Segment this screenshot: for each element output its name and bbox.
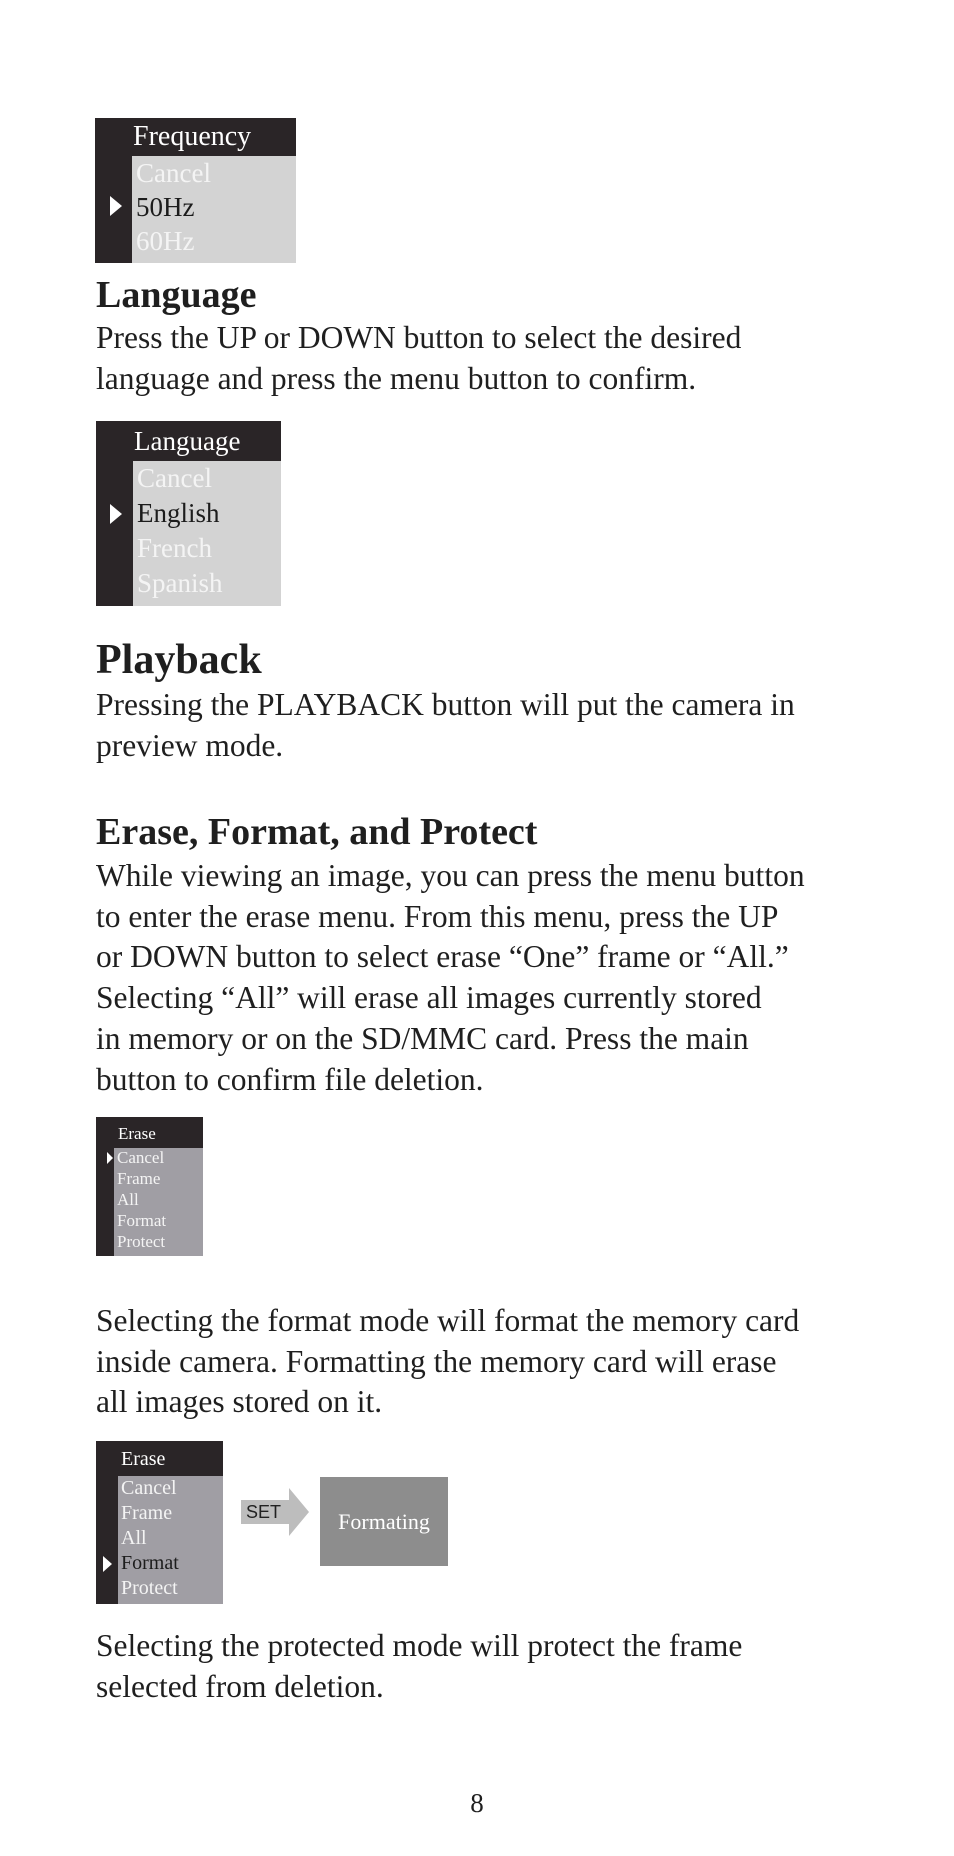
erase2-option-cancel: Cancel: [121, 1477, 177, 1499]
language-option-french: French: [137, 533, 212, 563]
language-option-cancel: Cancel: [137, 463, 212, 493]
erase-line-4: Selecting “All” will erase all images currently stored: [96, 980, 762, 1016]
frequency-option-cancel: Cancel: [136, 158, 211, 188]
language-line-1: Press the UP or DOWN button to select the desired: [96, 320, 742, 355]
format-line-1: Selecting the format mode will format the memory card: [96, 1303, 800, 1338]
erase-line-1: While viewing an image, you can press the menu button: [96, 858, 805, 893]
erase-line-6: button to confirm file deletion.: [96, 1061, 484, 1097]
erase-option-cancel: Cancel: [117, 1148, 165, 1167]
selection-pointer-icon: [110, 504, 122, 524]
erase-paragraph: [96, 856, 876, 1100]
language-option-english: English: [137, 498, 220, 528]
selection-pointer-icon: [103, 1556, 112, 1572]
erase-format-protect-heading: Erase, Format, and Protect: [96, 811, 538, 853]
language-paragraph: [96, 318, 876, 399]
erase-option-all: All: [117, 1190, 139, 1209]
format-paragraph: [96, 1301, 876, 1423]
playback-line-1: Pressing the PLAYBACK button will put the camera in: [96, 687, 795, 722]
playback-paragraph: [96, 685, 876, 766]
frequency-menu-title: Frequency: [133, 121, 252, 152]
selection-pointer-icon: [110, 196, 122, 216]
erase2-option-format: Format: [121, 1552, 179, 1574]
set-label: SET: [246, 1502, 282, 1522]
protect-line-1: Selecting the protected mode will protect the frame: [96, 1628, 743, 1663]
erase-line-2: to enter the erase menu. From this menu, press the UP: [96, 898, 779, 934]
formatting-status-box: [320, 1477, 448, 1566]
formatting-label: Formating: [338, 1509, 430, 1534]
set-arrow-icon: [241, 1488, 309, 1536]
erase-format-menu-image: [96, 1441, 223, 1604]
erase-option-frame: Frame: [117, 1169, 161, 1188]
language-menu-image: [96, 421, 281, 606]
frequency-menu-image: [95, 118, 296, 263]
erase-format-menu-title: Erase: [121, 1448, 166, 1470]
erase-option-protect: Protect: [117, 1232, 166, 1251]
playback-heading: Playback: [96, 637, 262, 683]
erase2-option-all: All: [121, 1527, 147, 1549]
playback-line-2: preview mode.: [96, 727, 284, 763]
frequency-option-50hz: 50Hz: [136, 192, 195, 222]
frequency-option-60hz: 60Hz: [136, 226, 195, 256]
erase-line-5: in memory or on the SD/MMC card. Press the main: [96, 1020, 749, 1056]
erase-menu-image: [96, 1117, 203, 1256]
language-line-2: language and press the menu button to confirm.: [96, 360, 697, 396]
page-number: 8: [470, 1788, 484, 1818]
erase2-option-protect: Protect: [121, 1577, 178, 1599]
protect-paragraph: [96, 1626, 876, 1707]
erase-line-3: or DOWN button to select erase “One” frame or “All.”: [96, 939, 789, 975]
language-option-spanish: Spanish: [137, 568, 223, 598]
format-line-2: inside camera. Formatting the memory card will erase: [96, 1343, 777, 1379]
language-menu-title: Language: [134, 426, 241, 456]
erase-menu-title: Erase: [118, 1124, 156, 1143]
language-heading: Language: [96, 274, 257, 316]
erase-option-format: Format: [117, 1211, 167, 1230]
erase2-option-frame: Frame: [121, 1502, 173, 1524]
protect-line-2: selected from deletion.: [96, 1668, 384, 1704]
format-line-3: all images stored on it.: [96, 1384, 383, 1420]
selection-pointer-icon: [107, 1152, 113, 1164]
